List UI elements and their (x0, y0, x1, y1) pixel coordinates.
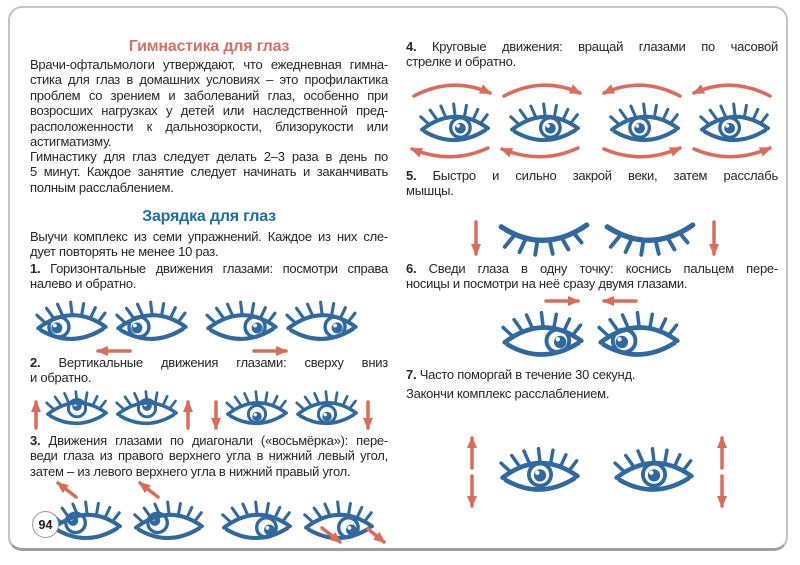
arc-arrow-counterclockwise-icon (694, 85, 770, 96)
eye-center-icon (701, 104, 768, 140)
exercise-1-text: 1. Горизонтальные движения глазами: посмотри справа налево и обратно. (30, 261, 388, 292)
intro-paragraph-1: Врачи-офтальмологи утверждают, что ежедневная гимна- стика для глаз в домашних условиях – это профилактика проблем со зрением и заболеваний глаз, особенно при возросших нагрузках у детей или наследственной пред- расположенности к дальнозоркости, близорукости или астигматизму. (30, 57, 388, 149)
arc-arrow-clockwise-icon (504, 85, 580, 96)
exercise-5-text: 5. Быстро и сильно закрой веки, затем расслабь мышцы. (406, 168, 778, 199)
eye-looking-down-right-icon (305, 502, 372, 538)
eye-center-icon (501, 449, 577, 490)
exercise-3-illustration (30, 480, 388, 546)
eye-looking-up-left-icon (135, 502, 202, 538)
arc-arrow-clockwise-icon (412, 148, 488, 157)
eye-center-icon (511, 104, 578, 140)
eye-looking-right-icon (287, 302, 356, 339)
arc-arrow-clockwise-icon (414, 85, 490, 96)
eye-center-icon (615, 449, 691, 490)
exercise-7-text-2: Закончи комплекс расслаблением. (406, 386, 610, 401)
arrow-up-left-icon (58, 483, 76, 497)
eye-looking-down-right-icon (223, 502, 290, 538)
eye-center-icon (421, 104, 488, 140)
arc-arrow-counterclockwise-icon (604, 85, 680, 96)
eye-center-icon (611, 104, 678, 140)
section-title: Зарядка для глаз (142, 208, 276, 225)
exercise-6-text: 6. Сведи глаза в одну точку: коснись пальцем пере- носицы и посмотри на неё сразу двумя глазами. (406, 261, 778, 292)
exercise-2-text: 2. Вертикальные движения глазами: сверху вниз и обратно. (30, 355, 388, 386)
right-column (406, 0, 778, 565)
exercise-5-illustration (406, 214, 774, 262)
exercise-4-text: 4. Круговые движения: вращай глазами по часовой стрелке и обратно. (406, 39, 778, 70)
arc-arrow-counterclockwise-icon (604, 148, 680, 157)
eye-looking-right-icon (207, 302, 276, 339)
exercise-4-illustration (406, 76, 774, 168)
exercise-3-text: 3. Движения глазами по диагонали («восьмёрка»): пере- веди глаза из правого верхнего угла в нижний левый угол, затем – из левого верхнего угла в нижний правый угол. (30, 433, 388, 479)
exercise-2-illustration (30, 388, 378, 434)
exercise-1-illustration (32, 298, 372, 356)
eye-looking-right-icon (503, 313, 581, 355)
arrow-down-right-icon (368, 529, 384, 542)
page-title: Гимнастика для глаз (128, 38, 290, 55)
exercise-7-text: 7. Часто поморгай в течение 30 секунд. (406, 367, 636, 382)
arrow-up-left-icon (140, 483, 158, 497)
eye-looking-left-icon (37, 302, 106, 339)
page-number-badge (32, 511, 59, 538)
closed-eye-icon (501, 225, 587, 255)
arc-arrow-clockwise-icon (502, 148, 578, 157)
arc-arrow-counterclockwise-icon (694, 148, 770, 157)
eye-looking-up-icon (47, 392, 106, 424)
closed-eye-icon (607, 225, 693, 255)
eye-looking-up-left-icon (53, 502, 120, 538)
plan-paragraph: Выучи комплекс из семи упражнений. Каждое из них сле- дует повторять не менее 10 раз. (30, 229, 388, 260)
eye-looking-down-icon (227, 392, 286, 424)
page-number: 94 (38, 517, 53, 532)
left-column (30, 0, 388, 565)
exercise-7-illustration (406, 428, 774, 512)
intro-paragraph-2: Гимнастику для глаз следует делать 2–3 раза в день по 5 минут. Каждое занятие следует начинать и заканчивать полным расслаблением. (30, 149, 388, 195)
eye-looking-up-icon (117, 392, 176, 424)
exercise-6-illustration (406, 294, 774, 360)
eye-looking-left-icon (117, 302, 186, 339)
eye-looking-left-icon (599, 313, 677, 355)
eye-looking-down-icon (297, 392, 356, 424)
